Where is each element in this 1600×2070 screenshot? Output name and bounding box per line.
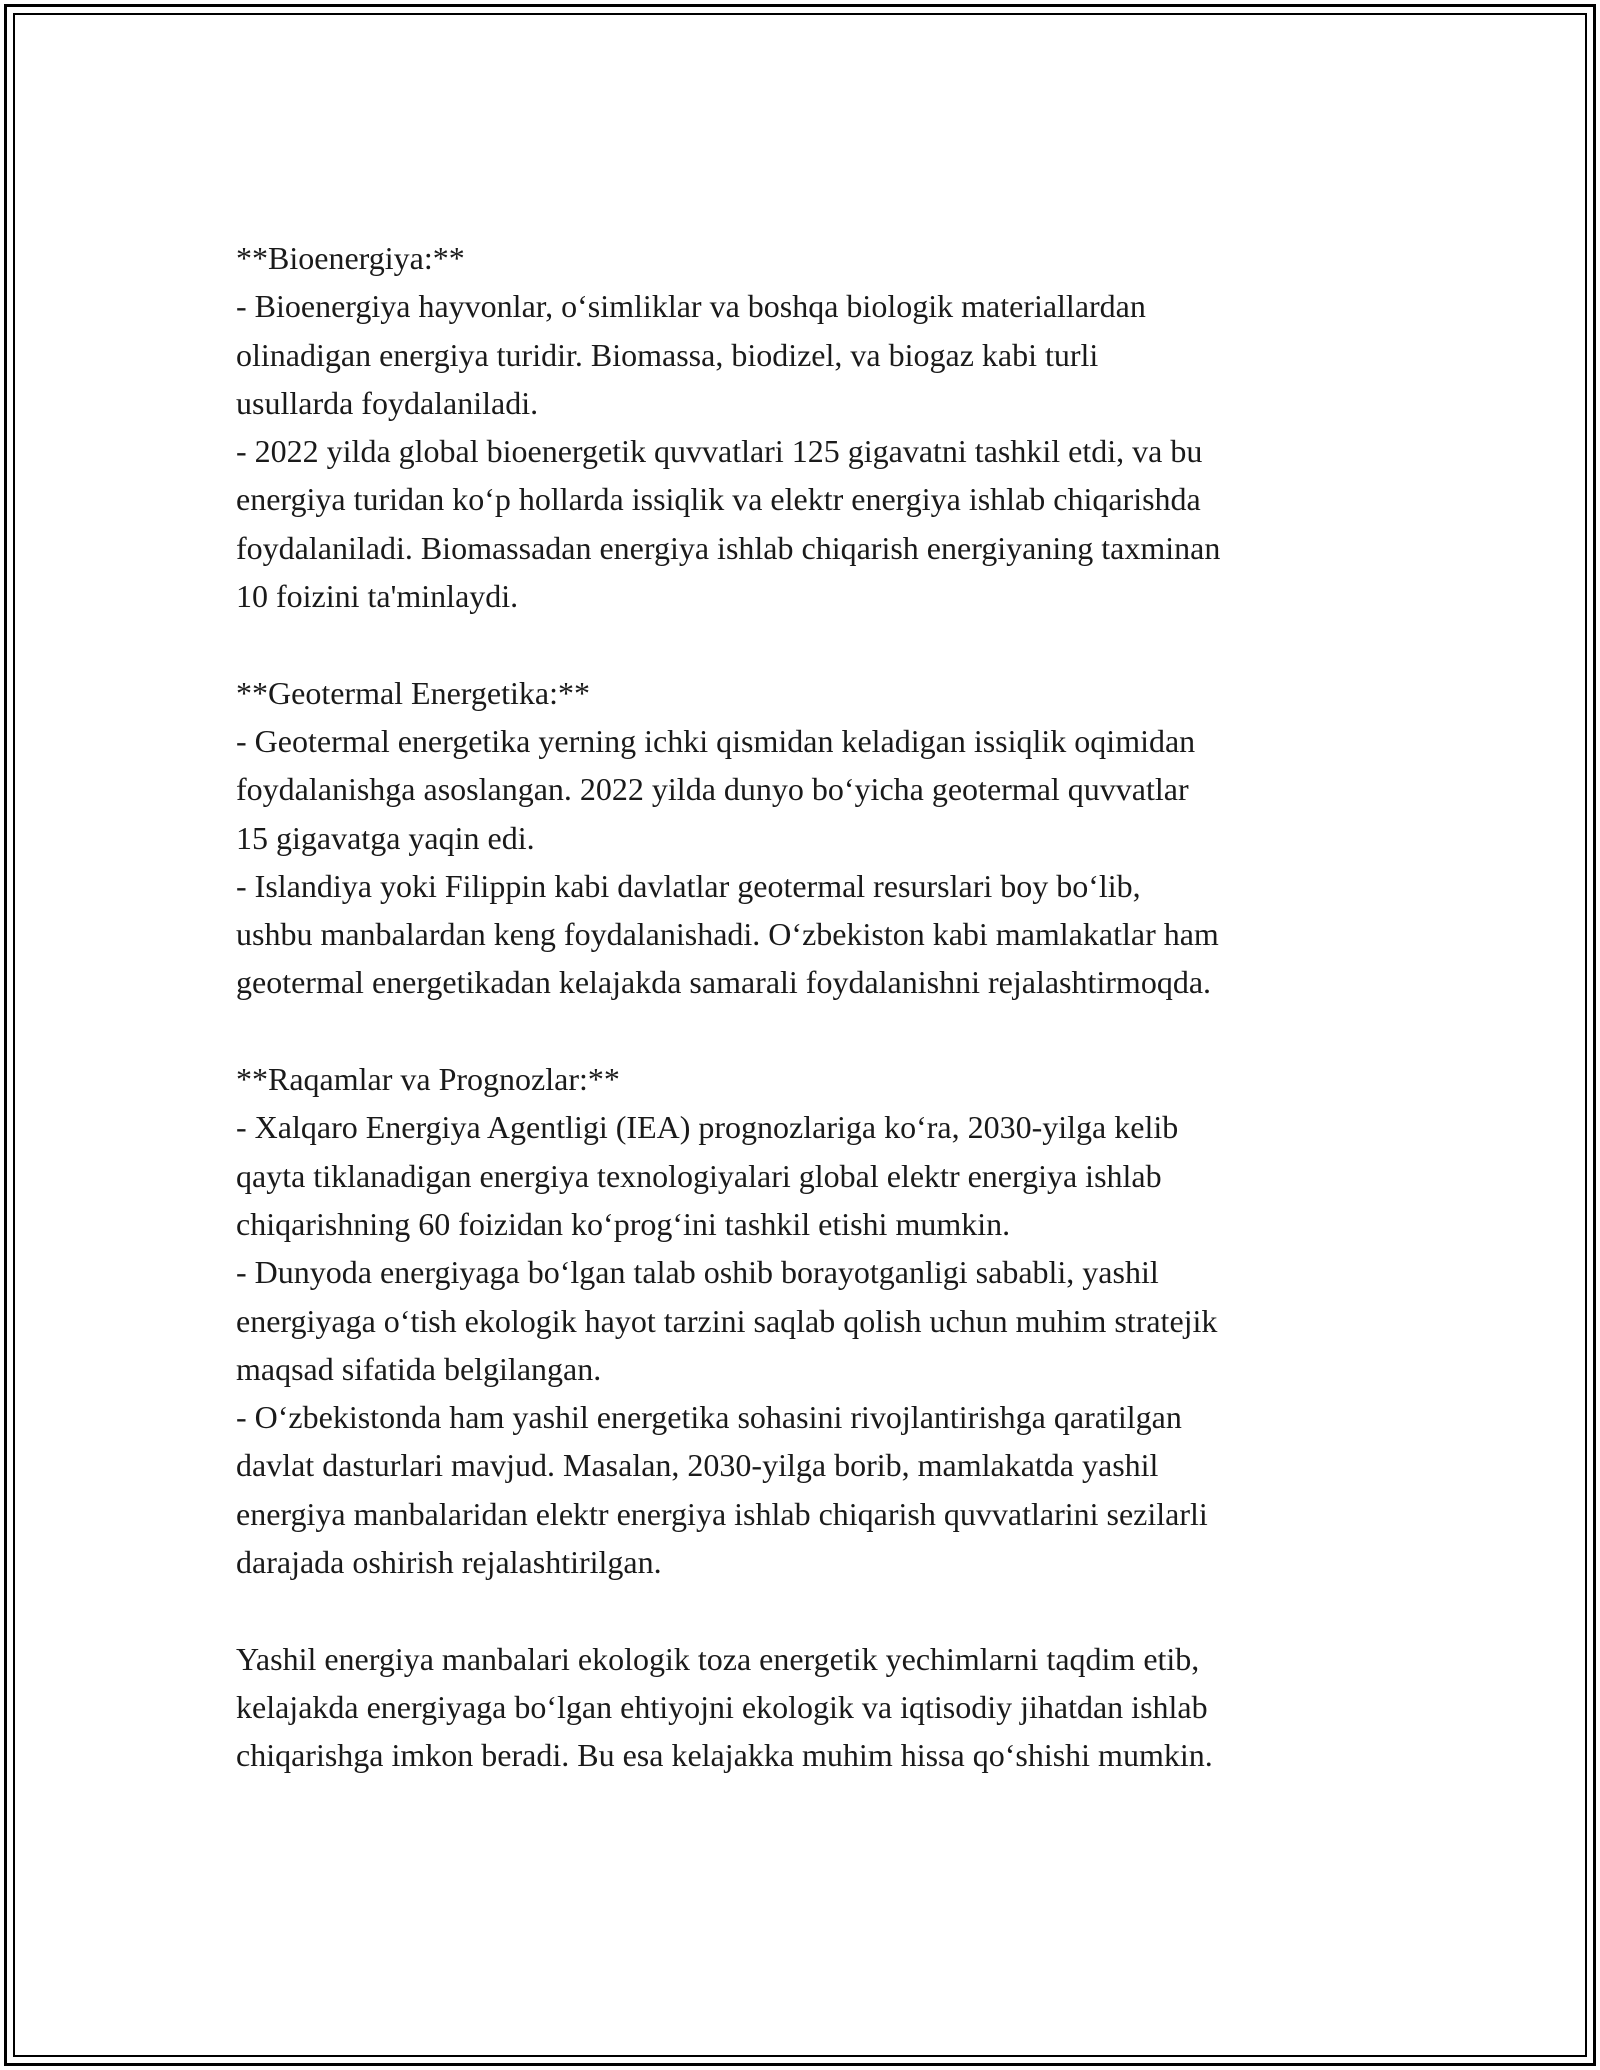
text-line: - Islandiya yoki Filippin kabi davlatlar geotermal resurslari boy bo‘lib, bbox=[236, 867, 1141, 904]
text-line: foydalanishga asoslangan. 2022 yilda dunyo bo‘yicha geotermal quvvatlar bbox=[236, 771, 1189, 808]
section-heading-raqamlar: **Raqamlar va Prognozlar:** bbox=[236, 1061, 620, 1098]
text-line: qayta tiklanadigan energiya texnologiyalari global elektr energiya ishlab bbox=[236, 1157, 1162, 1194]
paragraph-gap bbox=[236, 1586, 1396, 1634]
text-line: davlat dasturlari mavjud. Masalan, 2030-yilga borib, mamlakatda yashil bbox=[236, 1447, 1159, 1484]
text-line: - 2022 yilda global bioenergetik quvvatlari 125 gigavatni tashkil etdi, va bu bbox=[236, 433, 1203, 470]
conclusion-line: Yashil energiya manbalari ekologik toza energetik yechimlarni taqdim etib, bbox=[236, 1640, 1200, 1677]
text-line: energiya manbalaridan elektr energiya ishlab chiqarish quvvatlarini sezilarli bbox=[236, 1495, 1208, 1532]
text-line: 15 gigavatga yaqin edi. bbox=[236, 819, 535, 856]
text-line: darajada oshirish rejalashtirilgan. bbox=[236, 1544, 662, 1581]
text-line: maqsad sifatida belgilangan. bbox=[236, 1350, 602, 1387]
document-body bbox=[236, 234, 1396, 1780]
text-line: - Xalqaro Energiya Agentligi (IEA) prognozlariga ko‘ra, 2030-yilga kelib bbox=[236, 1109, 1179, 1146]
text-line: - Geotermal energetika yerning ichki qismidan keladigan issiqlik oqimidan bbox=[236, 722, 1196, 759]
text-line: foydalaniladi. Biomassadan energiya ishlab chiqarish energiyaning taxminan bbox=[236, 529, 1221, 566]
paragraph-gap bbox=[236, 1007, 1396, 1055]
text-line: energiyaga o‘tish ekologik hayot tarzini saqlab qolish uchun muhim stratejik bbox=[236, 1302, 1218, 1339]
section-heading-geotermal: **Geotermal Energetika:** bbox=[236, 674, 590, 711]
text-line: - O‘zbekistonda ham yashil energetika sohasini rivojlantirishga qaratilgan bbox=[236, 1399, 1182, 1436]
text-line: - Dunyoda energiyaga bo‘lgan talab oshib borayotganligi sababli, yashil bbox=[236, 1254, 1159, 1291]
conclusion-line: chiqarishga imkon beradi. Bu esa kelajakka muhim hissa qo‘shishi mumkin. bbox=[236, 1737, 1213, 1774]
text-line: usullarda foydalaniladi. bbox=[236, 384, 539, 421]
paragraph-gap bbox=[236, 620, 1396, 668]
text-line: 10 foizini ta'minlaydi. bbox=[236, 578, 519, 615]
text-line: olinadigan energiya turidir. Biomassa, biodizel, va biogaz kabi turli bbox=[236, 336, 1099, 373]
conclusion-line: kelajakda energiyaga bo‘lgan ehtiyojni ekologik va iqtisodiy jihatdan ishlab bbox=[236, 1688, 1208, 1725]
text-line: ushbu manbalardan keng foydalanishadi. O‘zbekiston kabi mamlakatlar ham bbox=[236, 916, 1219, 953]
text-line: geotermal energetikadan kelajakda samarali foydalanishni rejalashtirmoqda. bbox=[236, 964, 1212, 1001]
section-heading-bioenergiya: **Bioenergiya:** bbox=[236, 240, 465, 276]
text-line: chiqarishning 60 foizidan ko‘prog‘ini tashkil etishi mumkin. bbox=[236, 1205, 1011, 1242]
text-line: - Bioenergiya hayvonlar, o‘simliklar va boshqa biologik materiallardan bbox=[236, 288, 1146, 325]
text-line: energiya turidan ko‘p hollarda issiqlik va elektr energiya ishlab chiqarishda bbox=[236, 481, 1201, 518]
